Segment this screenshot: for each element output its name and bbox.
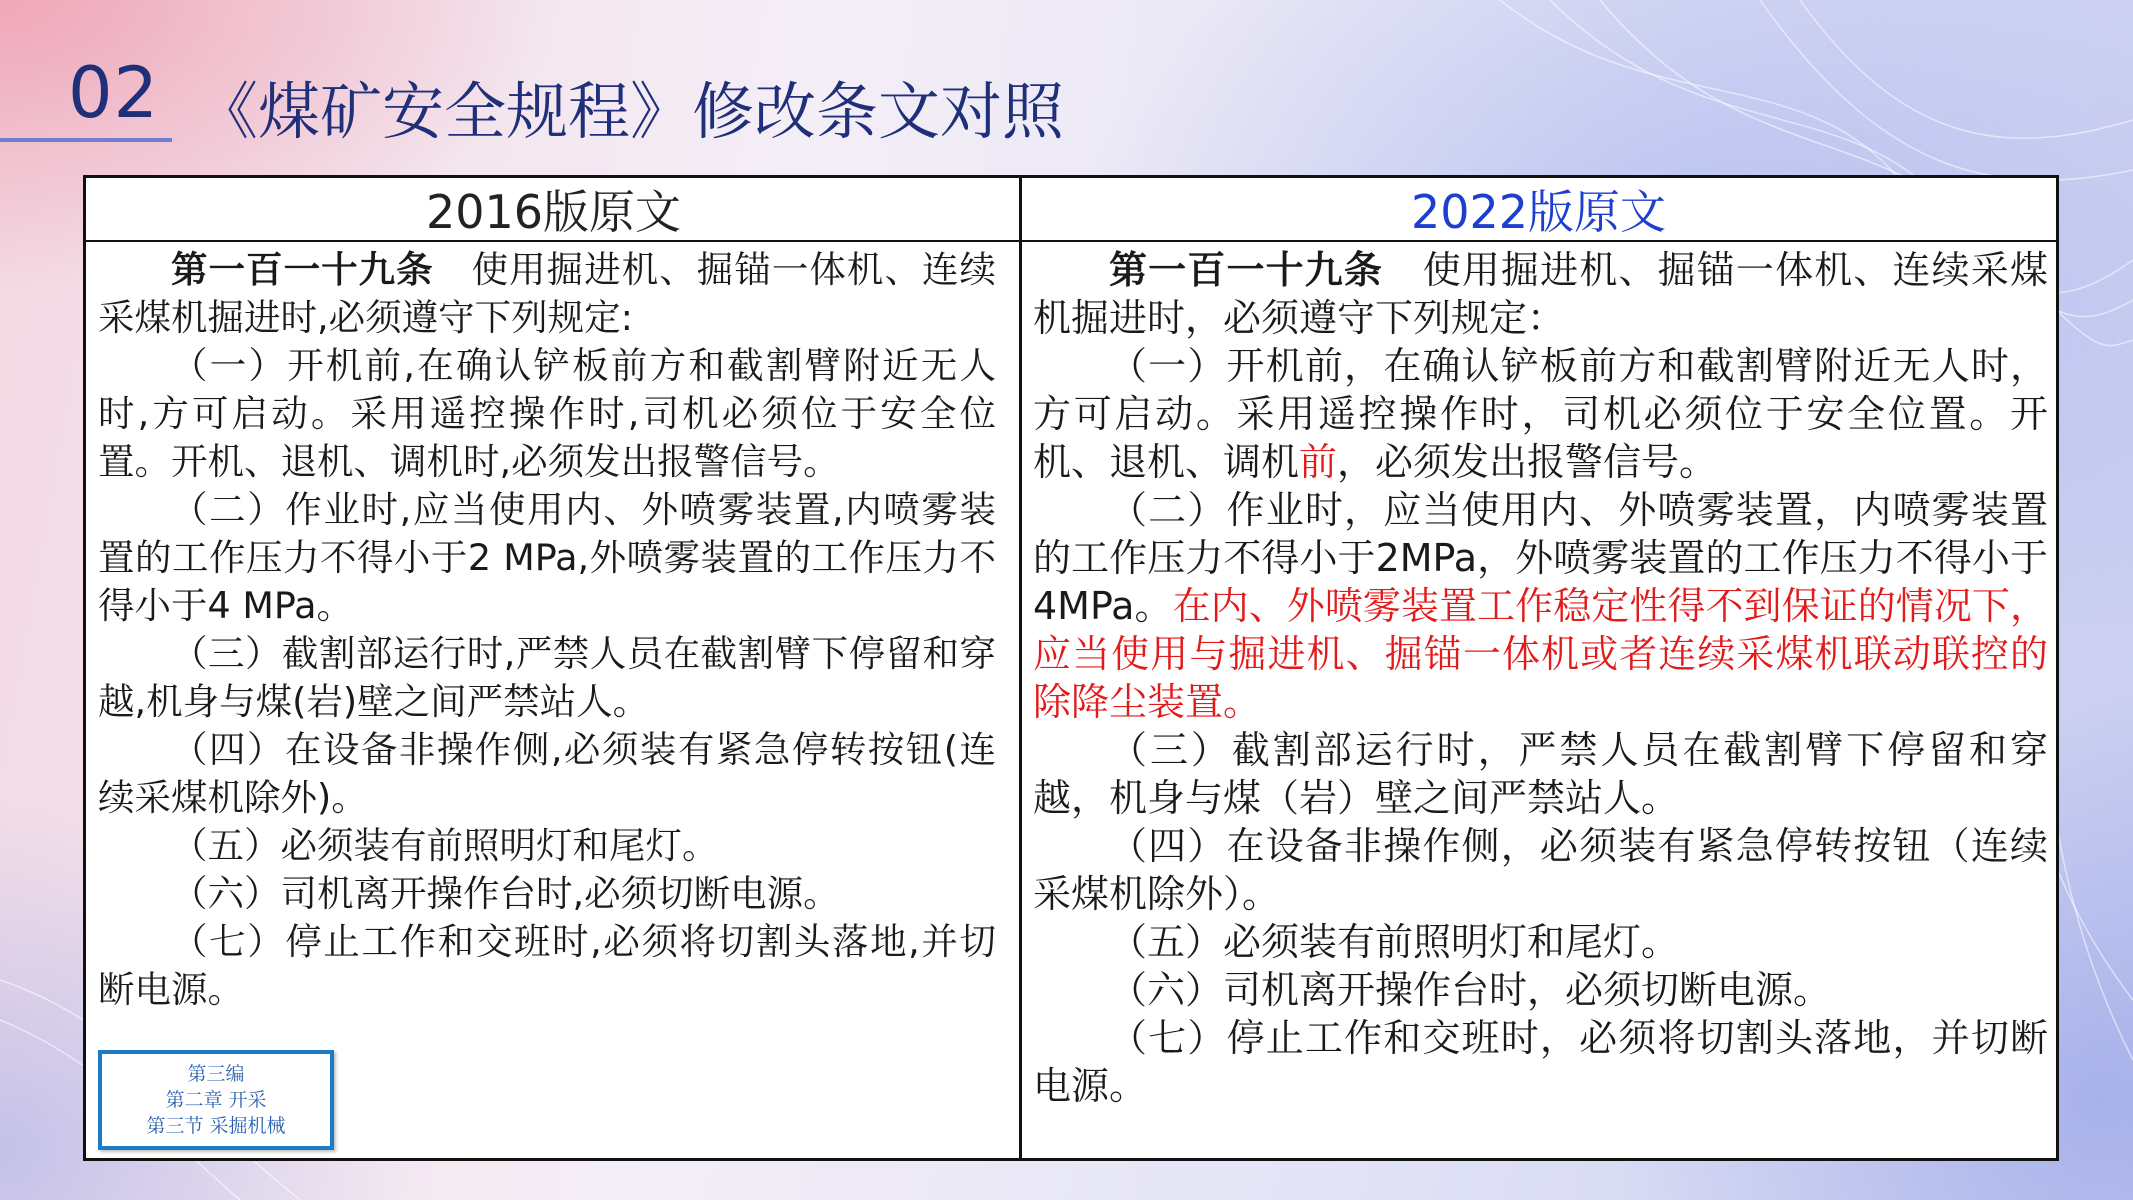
article-intro — [98, 246, 996, 342]
clause-text: ，必须发出报警信号。 — [1337, 440, 1718, 484]
clause-item: （七）停止工作和交班时,必须将切割头落地,并切断电源。 — [98, 920, 996, 1011]
clause-item: （四）在设备非操作侧,必须装有紧急停转按钮(连续采煤机除外)。 — [98, 728, 996, 819]
clause-text: （二）作业时，应当使用内、外喷雾装置，内喷雾装置的工作压力不得小于2MPa，外喷雾装置的工作压力不得小于4MPa。 — [1033, 488, 2048, 628]
clause-item: （一）开机前,在确认铲板前方和截割臂附近无人时,方可启动。采用遥控操作时,司机必须位于安全位置。开机、退机、调机时,必须发出报警信号。 — [98, 344, 996, 483]
clause-item: （六）司机离开操作台时,必须切断电源。 — [171, 872, 840, 915]
article-number: 第一百一十九条 — [1109, 248, 1384, 292]
added-text: 在内、外喷雾装置工作稳定性得不到保证的情况下，应当使用与掘进机、掘锚一体机或者连续采煤机联动联控的除降尘装置。 — [1033, 584, 2048, 724]
clause-item: （二）作业时,应当使用内、外喷雾装置,内喷雾装置的工作压力不得小于2 MPa,外喷雾装置的工作压力不得小于4 MPa。 — [98, 488, 996, 627]
clause-item: （七）停止工作和交班时，必须将切割头落地，并切断电源。 — [1033, 1016, 2048, 1108]
clause-text: （一）开机前，在确认铲板前方和截割臂附近无人时，方可启动。采用遥控操作时，司机必须位于安全位置。开机、退机、调机 — [1033, 344, 2048, 484]
comparison-table — [83, 175, 2059, 1161]
article-intro-text: 使用掘进机、掘锚一体机、连续采煤机掘进时，必须遵守下列规定： — [1033, 248, 2048, 340]
clause-item: （五）必须装有前照明灯和尾灯。 — [1109, 920, 1680, 964]
column-heading-2016: 2016版原文 — [86, 178, 1021, 242]
source-reference-box — [98, 1050, 334, 1150]
section-number: 02 — [68, 52, 160, 134]
column-heading-2022: 2022版原文 — [1021, 178, 2056, 242]
clause-item: （四）在设备非操作侧，必须装有紧急停转按钮（连续采煤机除外）。 — [1033, 824, 2048, 916]
column-divider — [1019, 178, 1022, 1158]
article-intro — [1033, 246, 2048, 342]
clause-item: （五）必须装有前照明灯和尾灯。 — [171, 824, 719, 867]
section-number-underline — [0, 138, 172, 142]
column-body-2016 — [98, 246, 996, 1014]
article-intro-text: 使用掘进机、掘锚一体机、连续采煤机掘进时,必须遵守下列规定: — [98, 248, 997, 339]
page-title: 《煤矿安全规程》修改条文对照 — [196, 75, 1065, 148]
source-section: 第三节 采掘机械 — [146, 1115, 286, 1137]
article-number: 第一百一十九条 — [171, 248, 434, 291]
source-chapter: 第二章 开采 — [165, 1089, 267, 1111]
clause-item: （三）截割部运行时,严禁人员在截割臂下停留和穿越,机身与煤(岩)壁之间严禁站人。 — [98, 632, 996, 723]
clause-item — [1033, 342, 2048, 486]
source-part: 第三编 — [187, 1063, 245, 1085]
changed-text: 前 — [1299, 440, 1338, 484]
clause-item — [1033, 486, 2048, 726]
clause-item: （三）截割部运行时，严禁人员在截割臂下停留和穿越，机身与煤（岩）壁之间严禁站人。 — [1033, 728, 2048, 820]
column-body-2022 — [1033, 246, 2048, 1110]
clause-item: （六）司机离开操作台时，必须切断电源。 — [1109, 968, 1832, 1012]
